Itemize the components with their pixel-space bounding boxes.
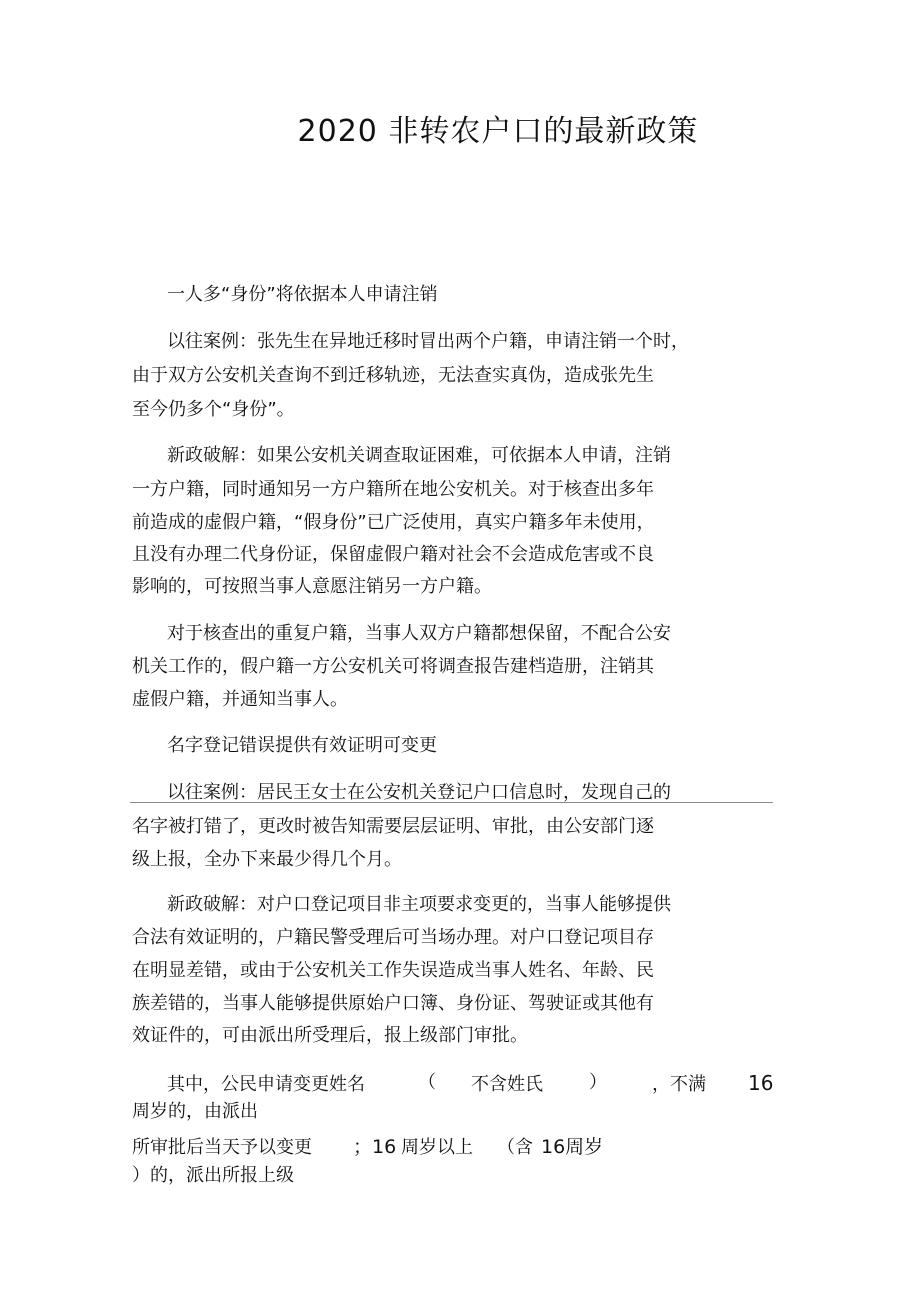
paragraph-line: 对于核查出的重复户籍，当事人双方户籍都想保留，不配合公安 (167, 623, 671, 644)
paragraph-fragment: ；16 (353, 1136, 397, 1158)
paragraph-line: 且没有办理二代身份证，保留虚假户籍对社会不会造成危害或不良 (132, 544, 654, 565)
paragraph-line: 影响的，可按照当事人意愿注销另一方户籍。 (132, 576, 492, 597)
section-heading-identity: 一人多“身份”将依据本人申请注销 (167, 284, 438, 305)
paragraph-line: 所审批后当天予以变更 (132, 1137, 312, 1158)
page-title: 2020 非转农户口的最新政策 (297, 114, 699, 149)
paragraph-line: 一方户籍，同时通知另一方户籍所在地公安机关。对于核查出多年 (132, 479, 654, 500)
paragraph-line: 合法有效证明的，户籍民警受理后可当场办理。对户口登记项目存 (132, 927, 654, 948)
paragraph-line: 周岁的，由派出 (132, 1101, 258, 1122)
paragraph-fragment: 不含姓氏 (471, 1074, 543, 1095)
paragraph-line: 前造成的虚假户籍，“假身份”已广泛使用，真实户籍多年未使用， (132, 512, 655, 533)
paragraph-line: 以往案例：张先生在异地迁移时冒出两个户籍，申请注销一个时， (167, 331, 689, 352)
section-heading-name-correction: 名字登记错误提供有效证明可变更 (167, 735, 437, 756)
paragraph-line: 新政破解：如果公安机关调查取证困难，可依据本人申请，注销 (167, 445, 671, 466)
paragraph-line: 效证件的，可由派出所受理后，报上级部门审批。 (132, 1025, 528, 1046)
paragraph-line: 机关工作的，假户籍一方公安机关可将调查报告建档造册，注销其 (132, 656, 654, 677)
paragraph-fragment: ，不满 (652, 1074, 706, 1095)
paragraph-line: 名字被打错了，更改时被告知需要层层证明、审批，由公安部门逐 (132, 816, 654, 837)
paragraph-line: 至今仍多个“身份”。 (132, 399, 295, 420)
paragraph-line: ）的，派出所报上级 (132, 1165, 294, 1186)
paragraph-fragment: 周岁以上 (401, 1137, 473, 1158)
paragraph-fragment: （ (418, 1072, 436, 1093)
paragraph-fragment: ） (589, 1072, 607, 1093)
paragraph-line: 其中，公民申请变更姓名 (167, 1074, 365, 1095)
paragraph-fragment: 16 (748, 1071, 774, 1095)
paragraph-fragment: 16周岁 (541, 1136, 604, 1158)
paragraph-line: 新政破解：对户口登记项目非主项要求变更的，当事人能够提供 (167, 894, 671, 915)
paragraph-line: 以往案例：居民王女士在公安机关登记户口信息时，发现自己的 (167, 782, 671, 803)
paragraph-line: 级上报，全办下来最少得几个月。 (132, 849, 402, 870)
paragraph-line: 族差错的，当事人能够提供原始户口簿、身份证、驾驶证或其他有 (132, 993, 654, 1014)
paragraph-fragment: （含 (497, 1137, 533, 1158)
paragraph-line: 虚假户籍，并通知当事人。 (132, 689, 348, 710)
paragraph-line: 由于双方公安机关查询不到迁移轨迹，无法查实真伪，造成张先生 (132, 365, 654, 386)
horizontal-rule (130, 802, 773, 803)
paragraph-line: 在明显差错，或由于公安机关工作失误造成当事人姓名、年龄、民 (132, 960, 654, 981)
